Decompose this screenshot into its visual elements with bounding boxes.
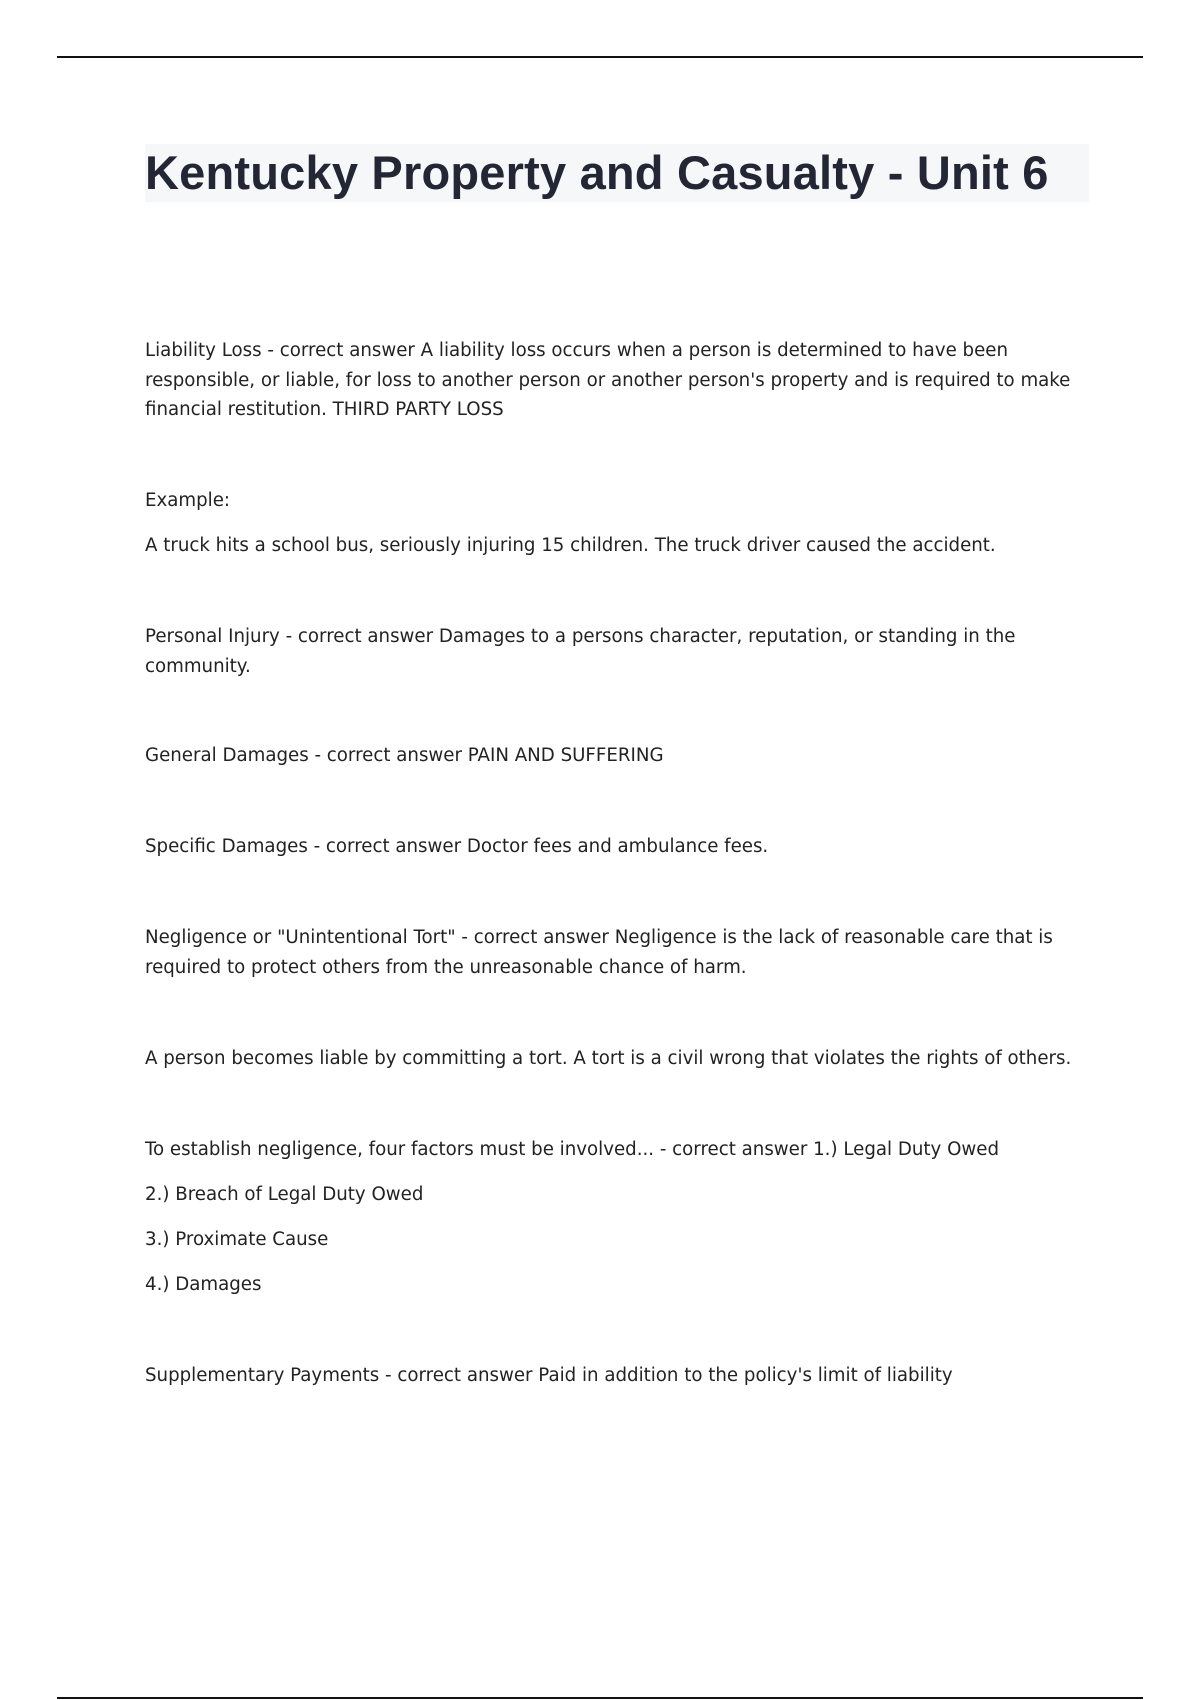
footer-divider [57,1697,1143,1699]
example-text: A truck hits a school bus, seriously injuring 15 children. The truck driver caused the accident. [145,535,996,556]
document-title: Kentucky Property and Casualty - Unit 6 [145,144,1089,202]
negligence-paragraph: Negligence or "Unintentional Tort" - correct answer Negligence is the lack of reasonable care that is required to protect others from the unreasonable chance of harm. [145,927,1053,978]
personal-injury-paragraph: Personal Injury - correct answer Damages to a persons character, reputation, or standing in the community. [145,626,1016,677]
factor-item-2: 2.) Breach of Legal Duty Owed [145,1184,424,1205]
general-damages-paragraph: General Damages - correct answer PAIN AND SUFFERING [145,745,664,766]
tort-paragraph: A person becomes liable by committing a tort. A tort is a civil wrong that violates the rights of others. [145,1048,1072,1069]
example-label: Example: [145,490,231,511]
header-divider [57,56,1143,58]
negligence-factors-paragraph: To establish negligence, four factors must be involved... - correct answer 1.) Legal Duty Owed [145,1139,1000,1160]
factor-item-3: 3.) Proximate Cause [145,1229,329,1250]
factor-item-4: 4.) Damages [145,1274,262,1295]
specific-damages-paragraph: Specific Damages - correct answer Doctor fees and ambulance fees. [145,836,769,857]
supplementary-payments-paragraph: Supplementary Payments - correct answer Paid in addition to the policy's limit of liability [145,1365,953,1386]
liability-loss-paragraph: Liability Loss - correct answer A liability loss occurs when a person is determined to have been responsible, or liable, for loss to another person or another person's property and is required to make financial restitution. THIRD PARTY LOSS [145,340,1071,420]
